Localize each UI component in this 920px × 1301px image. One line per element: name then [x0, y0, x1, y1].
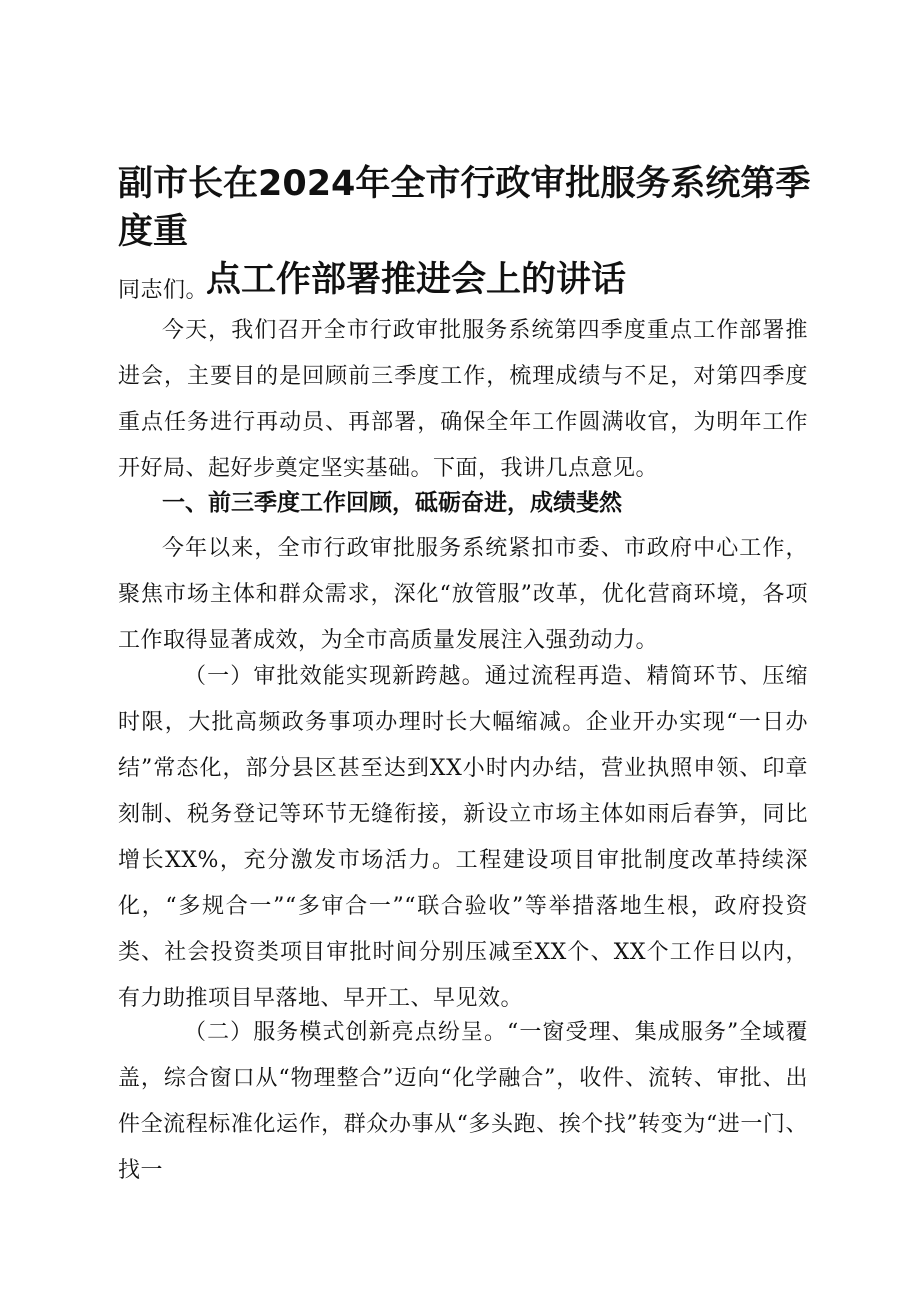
point-1-paragraph: （一）审批效能实现新跨越。通过流程再造、精简环节、压缩时限，大批高频政务事项办理时长大幅缩减。企业开办实现“一日办结”常态化，部分县区甚至达到XX小时内办结，营业执照申领、印章刻制、税务登记等环节无缝衔接，新设立市场主体如雨后春笋，同比增长XX%，充分激发市场活力。工程建设项目审批制度改革持续深化，“多规合一”“多审合一”“联合验收”等举措落地生根，政府投资类、社会投资类项目审批时间分别压减至XX个、XX个工作日以内，有力助推项目早落地、早开工、早见效。 [118, 664, 808, 1011]
section-1-intro-paragraph: 今年以来，全市行政审批服务系统紧扣市委、市政府中心工作，聚焦市场主体和群众需求，深化“放管服”改革，优化营商环境，各项工作取得显著成效，为全市高质量发展注入强劲动力。 [118, 536, 808, 653]
intro-paragraph: 今天，我们召开全市行政审批服务系统第四季度重点工作部署推进会，主要目的是回顾前三季度工作，梳理成绩与不足，对第四季度重点任务进行再动员、再部署，确保全年工作圆满收官，为明年工作开好局、起好步奠定坚实基础。下面，我讲几点意见。 [118, 318, 808, 481]
section-1-heading: 一、前三季度工作回顾，砥砺奋进，成绩斐然 [162, 490, 622, 516]
salutation: 同志们。 [118, 278, 209, 303]
title-line-2: 点工作部署推进会上的讲话 [206, 260, 627, 300]
title-line-1: 副市长在2024年全市行政审批服务系统第季度重 [118, 164, 811, 252]
point-2-paragraph: （二）服务模式创新亮点纷呈。“一窗受理、集成服务”全域覆盖，综合窗口从“物理整合”迈向“化学融合”，收件、流转、审批、出件全流程标准化运作，群众办事从“多头跑、挨个找”转变为“进一门、找一 [118, 1020, 808, 1183]
